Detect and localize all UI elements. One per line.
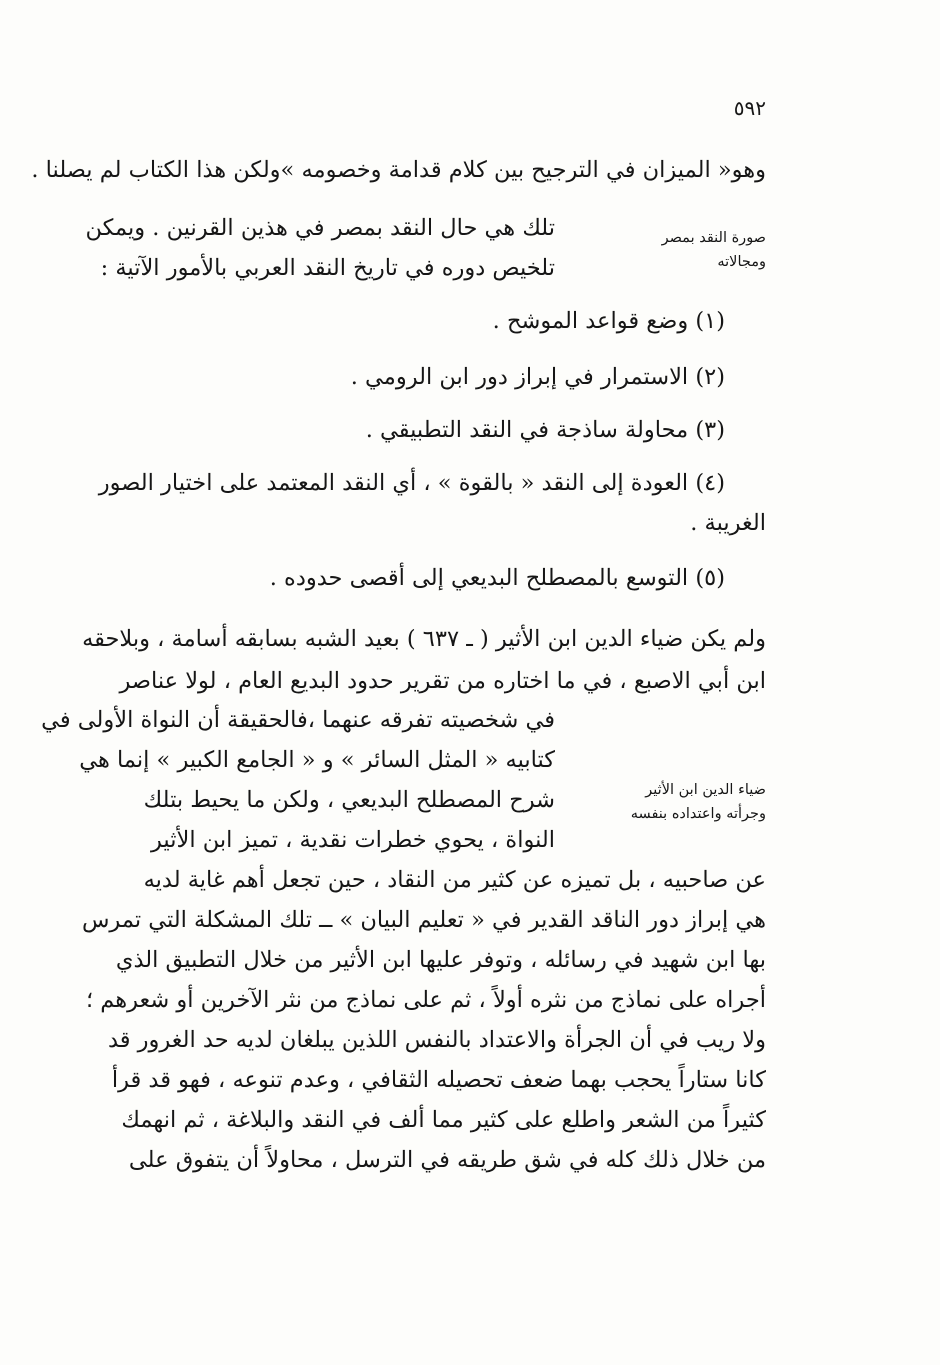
list-item: (٥) التوسع بالمصطلح البديعي إلى أقصى حدوده . bbox=[269, 565, 725, 591]
text-line: ولم يكن ضياء الدين ابن الأثير ( ـ ٦٣٧ ) بعيد الشبه بسابقه أسامة ، وبلاحقه bbox=[82, 626, 766, 652]
text-line: بها ابن شهيد في رسائله ، وتوفر عليها ابن الأثير من خلال التطبيق الذي bbox=[115, 947, 766, 973]
margin-note: ضياء الدين ابن الأثير وجرأته واعتداده بنفسه bbox=[630, 782, 766, 822]
text-line: عن صاحبيه ، بل تميزه عن كثير من النقاد ، حين تجعل أهم غاية لديه bbox=[143, 867, 766, 893]
list-item: (٤) العودة إلى النقد « بالقوة » ، أي النقد المعتمد على اختيار الصور bbox=[98, 470, 725, 496]
text-line: النواة ، يحوي خطرات نقدية ، تميز ابن الأثير bbox=[151, 827, 555, 853]
text-line: ولا ريب في أن الجرأة والاعتداد بالنفس اللذين يبلغان لديه حد الغرور قد bbox=[107, 1027, 766, 1053]
text-line: وهو« الميزان في الترجيح بين كلام قدامة وخصومه »ولكن هذا الكتاب لم يصلنا . bbox=[31, 157, 766, 183]
list-item: (٢) الاستمرار في إبراز دور ابن الرومي . bbox=[350, 364, 725, 390]
text-line: من خلال ذلك كله في شق طريقه في الترسل ، محاولاً أن يتفوق على bbox=[128, 1147, 766, 1173]
text-line: كانا ستاراً يحجب بهما ضعف تحصيله الثقافي ، وعدم تنوعه ، فهو قد قرأ bbox=[111, 1067, 766, 1093]
margin-note: صورة النقد بمصر ومجالاته bbox=[661, 230, 766, 270]
text-line: تلخيص دوره في تاريخ النقد العربي بالأمور الآتية : bbox=[100, 255, 555, 281]
text-line: شرح المصطلح البديعي ، ولكن ما يحيط بتلك bbox=[143, 787, 555, 813]
text-line: هي إبراز دور الناقد القدير في « تعليم البيان » ــ تلك المشكلة التي تمرس bbox=[81, 907, 766, 933]
text-line: تلك هي حال النقد بمصر في هذين القرنين . ويمكن bbox=[85, 215, 555, 241]
text-line: أجراه على نماذج من نثره أولاً ، ثم على نماذج من نثر الآخرين أو شعرهم ؛ bbox=[85, 987, 766, 1013]
text-line: الغريبة . bbox=[690, 510, 766, 536]
list-item: (١) وضع قواعد الموشح . bbox=[492, 308, 725, 334]
text-line: كتابيه « المثل السائر » و « الجامع الكبير » إنما هي bbox=[79, 747, 555, 773]
text-line: في شخصيته تفرقه عنهما ،فالحقيقة أن النواة الأولى في bbox=[41, 707, 555, 733]
page-number: ٥٩٢ bbox=[733, 96, 766, 120]
text-line: كثيراً من الشعر واطلع على كثير مما ألف في النقد والبلاغة ، ثم انهمك bbox=[121, 1107, 766, 1133]
list-item: (٣) محاولة ساذجة في النقد التطبيقي . bbox=[365, 417, 725, 443]
text-line: ابن أبي الاصبع ، في ما اختاره من تقرير حدود البديع العام ، لولا عناصر bbox=[119, 668, 766, 694]
